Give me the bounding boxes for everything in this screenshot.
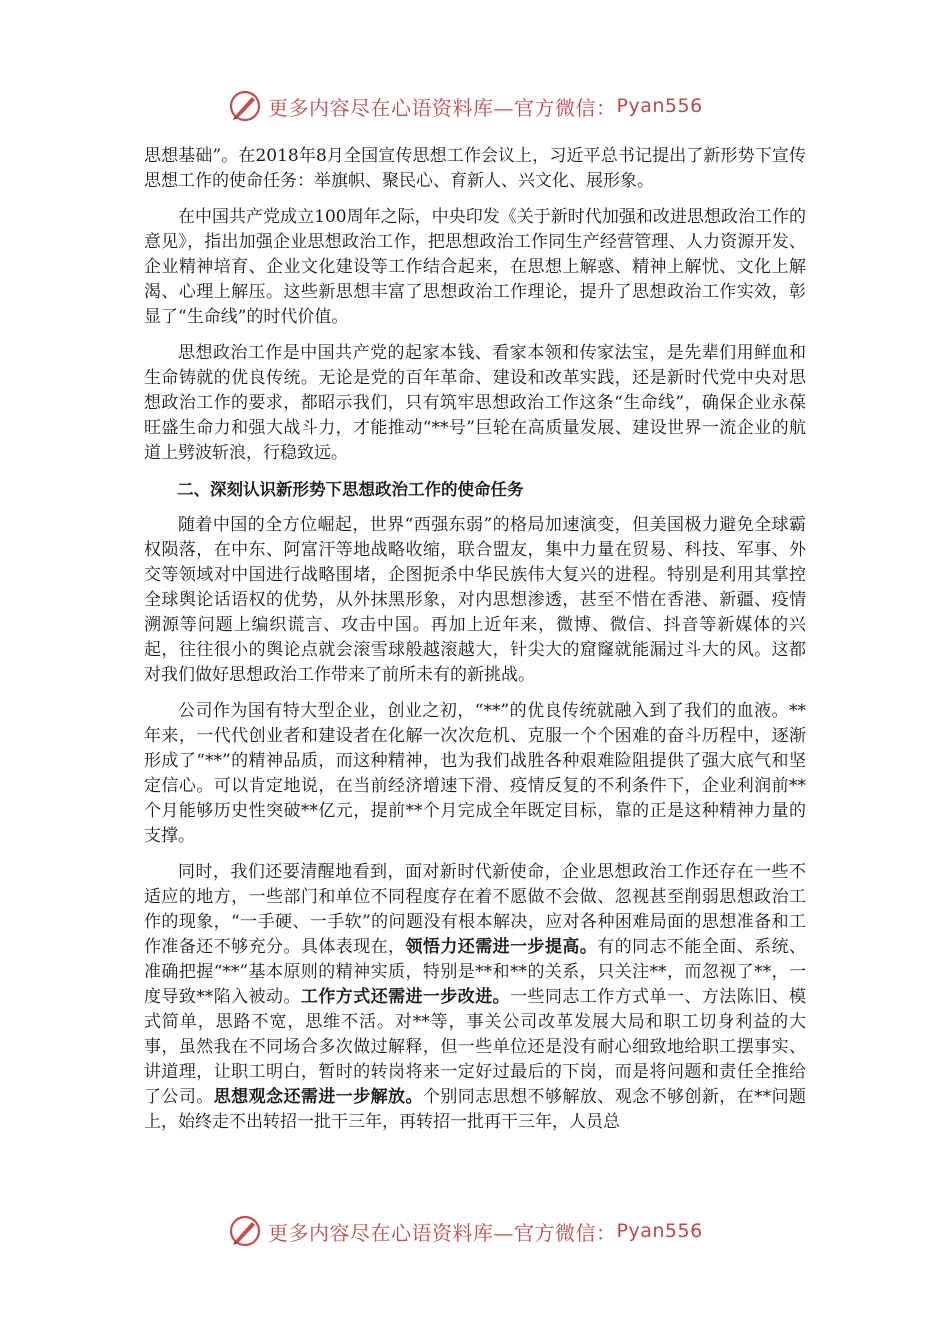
paragraph: 公司作为国有特大型企业，创业之初，“**”的优良传统就融入到了我们的血液。**年来，一代代创业者和建设者在化解一次次危机、克服一个个困难的奋斗历程中，逐渐形成了“**”的精神品质，而这种精神，也为我们战胜各种艰难险阻提供了强大底气和坚定信心。可以肯定地说，在当前经济增速下滑、疫情反复的不利条件下，企业利润前**个月能够历史性突破**亿元，提前**个月完成全年既定目标，靠的正是这种精神力量的支撑。 — [144, 701, 806, 846]
paragraph: 在中国共产党成立100周年之际，中央印发《关于新时代加强和改进思想政治工作的意见》，指出加强企业思想政治工作，把思想政治工作同生产经营管理、人力资源开发、企业精神培育、企业文化建设等工作结合起来，在思想上解惑、精神上解忧、文化上解渴、心理上解压。这些新思想丰富了思想政治工作理论，提升了思想政治工作实效，彰显了“生命线”的时代价值。 — [144, 207, 806, 327]
text-run: 有的同志不能全面、系统、准确把握“**”基本原则的精神实质，特别是**和**的关系，只关注**，而忽视了**，一度导致**陷入被动。 — [144, 937, 807, 1007]
header-banner — [228, 86, 703, 126]
text-run: 同时，我们还要清醒地看到，面对新时代新使命，企业思想政治工作还存在一些不适应的地方，一些部门和单位不同程度存在着不愿做不会做、忽视甚至削弱思想政治工作的现象，“一手硬、一手软”的问题没有根本解决，应对各种困难局面的思想准备和工作准备还不够充分。具体表现在， — [144, 862, 806, 957]
bold-point: 工作方式还需进一步改进。 — [300, 987, 511, 1007]
banner-text: 更多内容尽在心语资料库—官方微信： — [268, 95, 617, 120]
paragraph — [144, 860, 806, 1135]
banner-text: 更多内容尽在心语资料库—官方微信： — [268, 1220, 617, 1245]
section-heading: 二、深刻认识新形势下思想政治工作的使命任务 — [177, 480, 524, 499]
bold-point: 思想观念还需进一步解放。 — [213, 1087, 423, 1107]
banner-wechat-id: Pyan556 — [616, 1220, 703, 1242]
pen-logo-icon — [228, 89, 262, 123]
document-body — [144, 144, 806, 1146]
pen-logo-icon — [228, 1214, 262, 1248]
text-run: 一些同志工作方式单一、方法陈旧、模式简单，思路不宽，思维不活。对**等，事关公司改革发展大局和职工切身利益的大事，虽然我在不同场合多次做过解释，但一些单位还是没有耐心细致地给职工摆事实、讲道理，让职工明白，暂时的转岗将来一定好过最后的下岗，而是将问题和责任全推给了公司。 — [144, 987, 807, 1107]
text-run: 个别同志思想不够解放、观念不够创新，在**问题上，始终走不出转招一批干三年，再转招一批再干三年，人员总 — [144, 1087, 807, 1132]
paragraph: 随着中国的全方位崛起，世界“西强东弱”的格局加速演变，但美国极力避免全球霸权陨落，在中东、阿富汗等地战略收缩，联合盟友，集中力量在贸易、科技、军事、外交等领域对中国进行战略围堵，企图扼杀中华民族伟大复兴的进程。特别是利用其掌控全球舆论话语权的优势，从外抹黑形象，对内思想渗透，甚至不惜在香港、新疆、疫情溯源等问题上编织谎言、攻击中国。再加上近年来，微博、微信、抖音等新媒体的兴起，往往很小的舆论点就会滚雪球般越滚越大，针尖大的窟窿就能漏过斗大的风。这都对我们做好思想政治工作带来了前所未有的新挑战。 — [144, 515, 806, 685]
footer-banner — [228, 1211, 703, 1251]
paragraph: 思想基础”。在2018年8月全国宣传思想工作会议上，习近平总书记提出了新形势下宣传思想工作的使命任务：举旗帜、聚民心、育新人、兴文化、展形象。 — [144, 146, 806, 191]
banner-wechat-id: Pyan556 — [616, 95, 703, 117]
bold-point: 领悟力还需进一步提高。 — [405, 937, 598, 957]
paragraph: 思想政治工作是中国共产党的起家本钱、看家本领和传家法宝，是先辈们用鲜血和生命铸就的优良传统。无论是党的百年革命、建设和改革实践，还是新时代党中央对思想政治工作的要求，都昭示我们，只有筑牢思想政治工作这条“生命线”，确保企业永葆旺盛生命力和强大战斗力，才能推动“**号”巨轮在高质量发展、建设世界一流企业的航道上劈波斩浪，行稳致远。 — [144, 343, 806, 463]
